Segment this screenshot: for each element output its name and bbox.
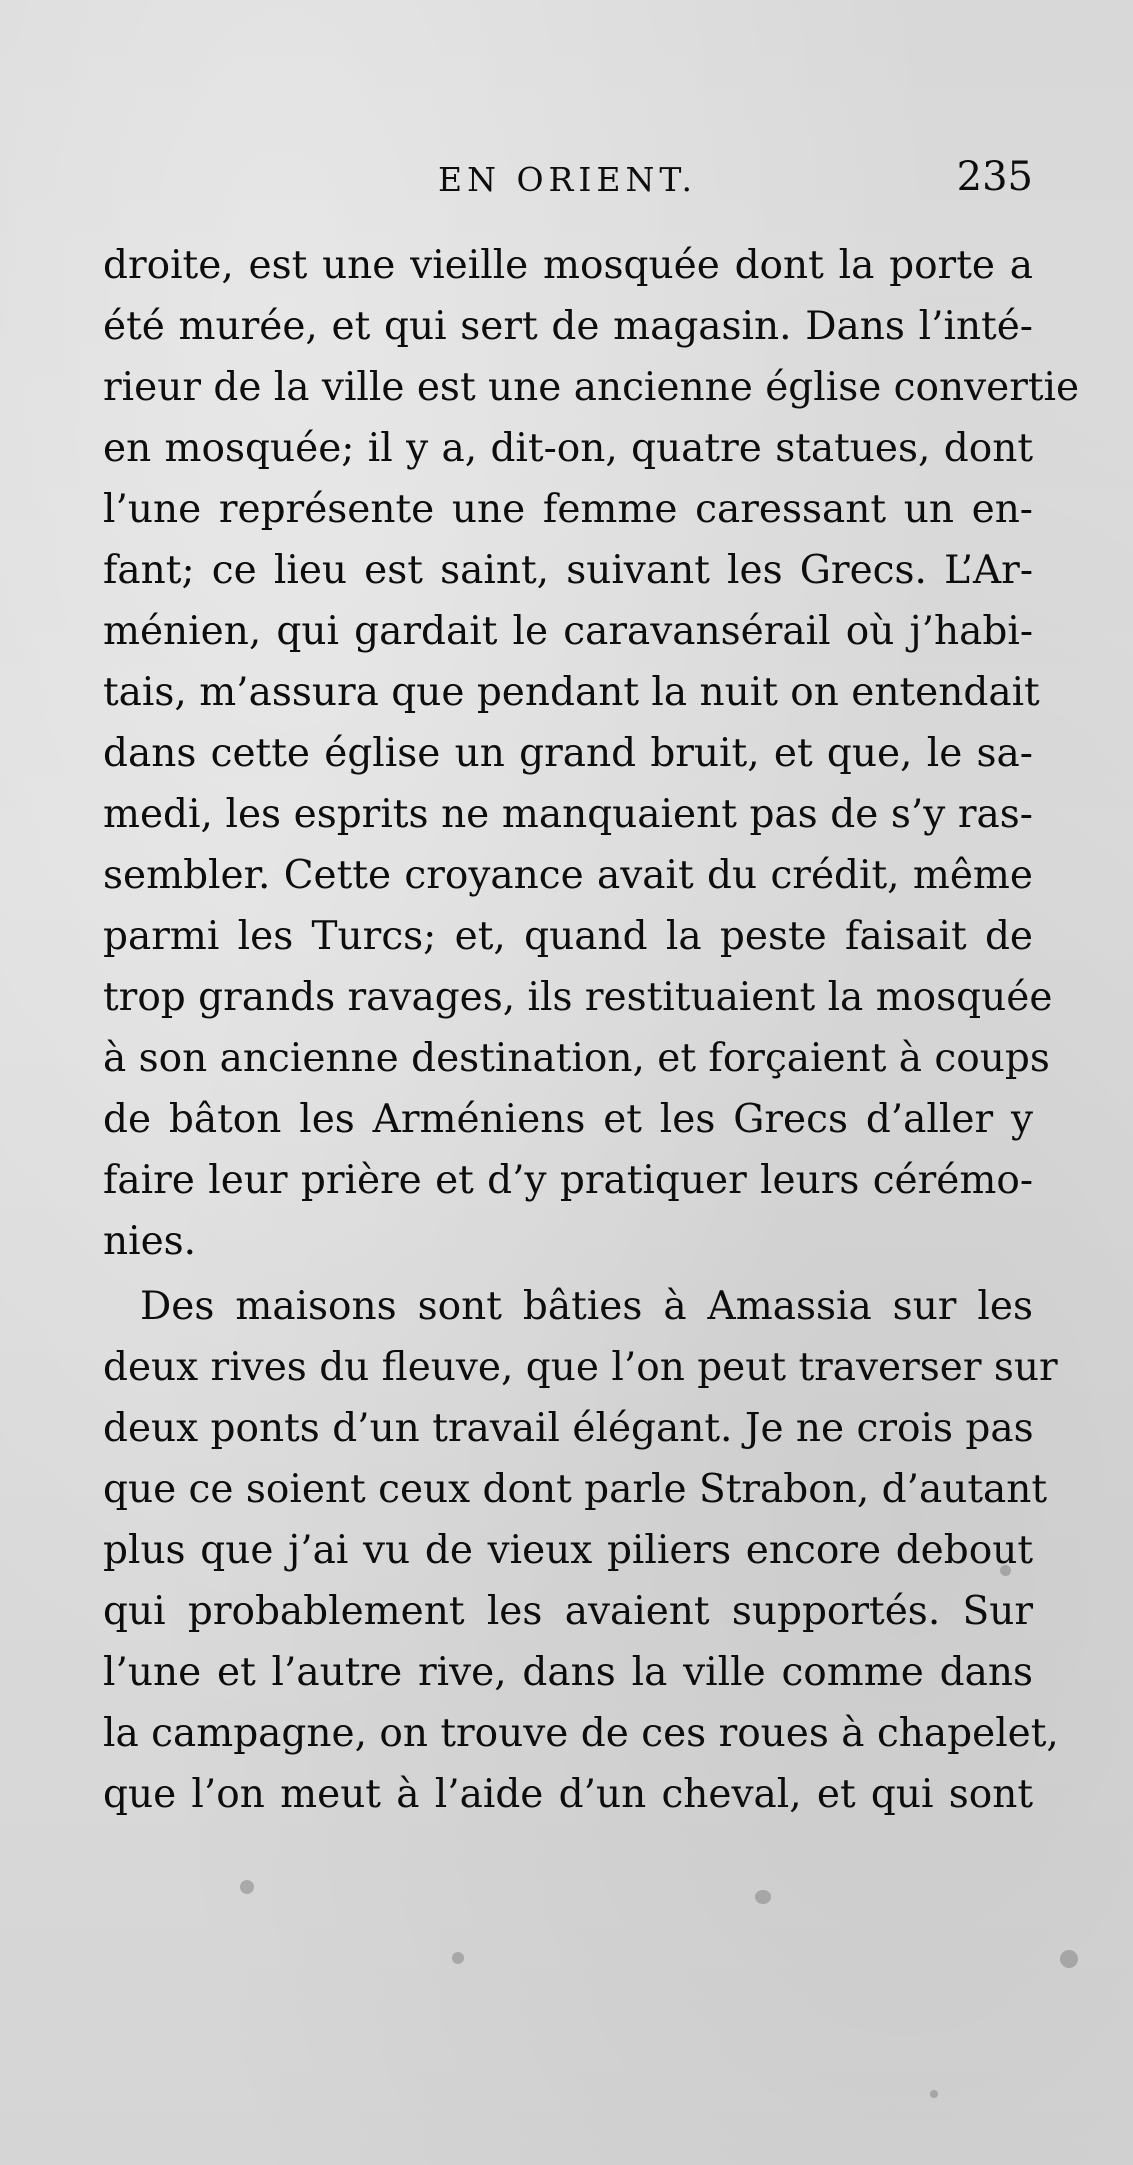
text-line: nies. — [103, 1219, 197, 1264]
text-line: medi, les esprits ne manquaient pas de s’y ras- — [103, 792, 1033, 837]
text-line: faire leur prière et d’y pratiquer leurs cérémo- — [103, 1158, 1033, 1203]
ink-spot — [240, 1880, 254, 1894]
body-text — [103, 235, 1080, 1825]
running-head-title: EN ORIENT. — [438, 160, 698, 199]
text-line: plus que j’ai vu de vieux piliers encore debout — [103, 1528, 1033, 1573]
text-line: la campagne, on trouve de ces roues à chapelet, — [103, 1711, 1059, 1756]
text-line: sembler. Cette croyance avait du crédit, même — [103, 853, 1033, 898]
text-line: deux ponts d’un travail élégant. Je ne crois pas — [103, 1406, 1034, 1451]
text-line: fant; ce lieu est saint, suivant les Grecs. L’Ar- — [103, 548, 1033, 593]
text-line: été murée, et qui sert de magasin. Dans l’inté- — [103, 304, 1033, 349]
page-number: 235 — [956, 154, 1033, 200]
text-line: droite, est une vieille mosquée dont la porte a — [103, 243, 1033, 288]
text-line: en mosquée; il y a, dit-on, quatre statues, dont — [103, 426, 1033, 471]
ink-spot — [452, 1952, 464, 1964]
text-line: qui probablement les avaient supportés. Sur — [103, 1589, 1033, 1634]
text-line: Des maisons sont bâties à Amassia sur les — [140, 1284, 1033, 1329]
text-line: tais, m’assura que pendant la nuit on entendait — [103, 670, 1040, 715]
text-line: l’une et l’autre rive, dans la ville comme dans — [103, 1650, 1033, 1695]
text-line: de bâton les Arméniens et les Grecs d’aller y — [103, 1097, 1033, 1142]
text-line: ménien, qui gardait le caravansérail où j’habi- — [103, 609, 1033, 654]
ink-spot — [930, 2090, 938, 2098]
running-head — [0, 154, 1133, 210]
text-line: trop grands ravages, ils restituaient la mosquée — [103, 975, 1053, 1020]
text-line: l’une représente une femme caressant un en- — [103, 487, 1033, 532]
text-line: dans cette église un grand bruit, et que, le sa- — [103, 731, 1033, 776]
text-line: rieur de la ville est une ancienne église convertie — [103, 365, 1080, 410]
text-line: à son ancienne destination, et forçaient à coups — [103, 1036, 1050, 1081]
ink-spot — [1060, 1950, 1078, 1968]
text-line: parmi les Turcs; et, quand la peste faisait de — [103, 914, 1033, 959]
text-line: que l’on meut à l’aide d’un cheval, et qui sont — [103, 1772, 1033, 1817]
text-line: deux rives du fleuve, que l’on peut traverser sur — [103, 1345, 1058, 1390]
text-line: que ce soient ceux dont parle Strabon, d’autant — [103, 1467, 1048, 1512]
ink-spot — [755, 1890, 771, 1904]
